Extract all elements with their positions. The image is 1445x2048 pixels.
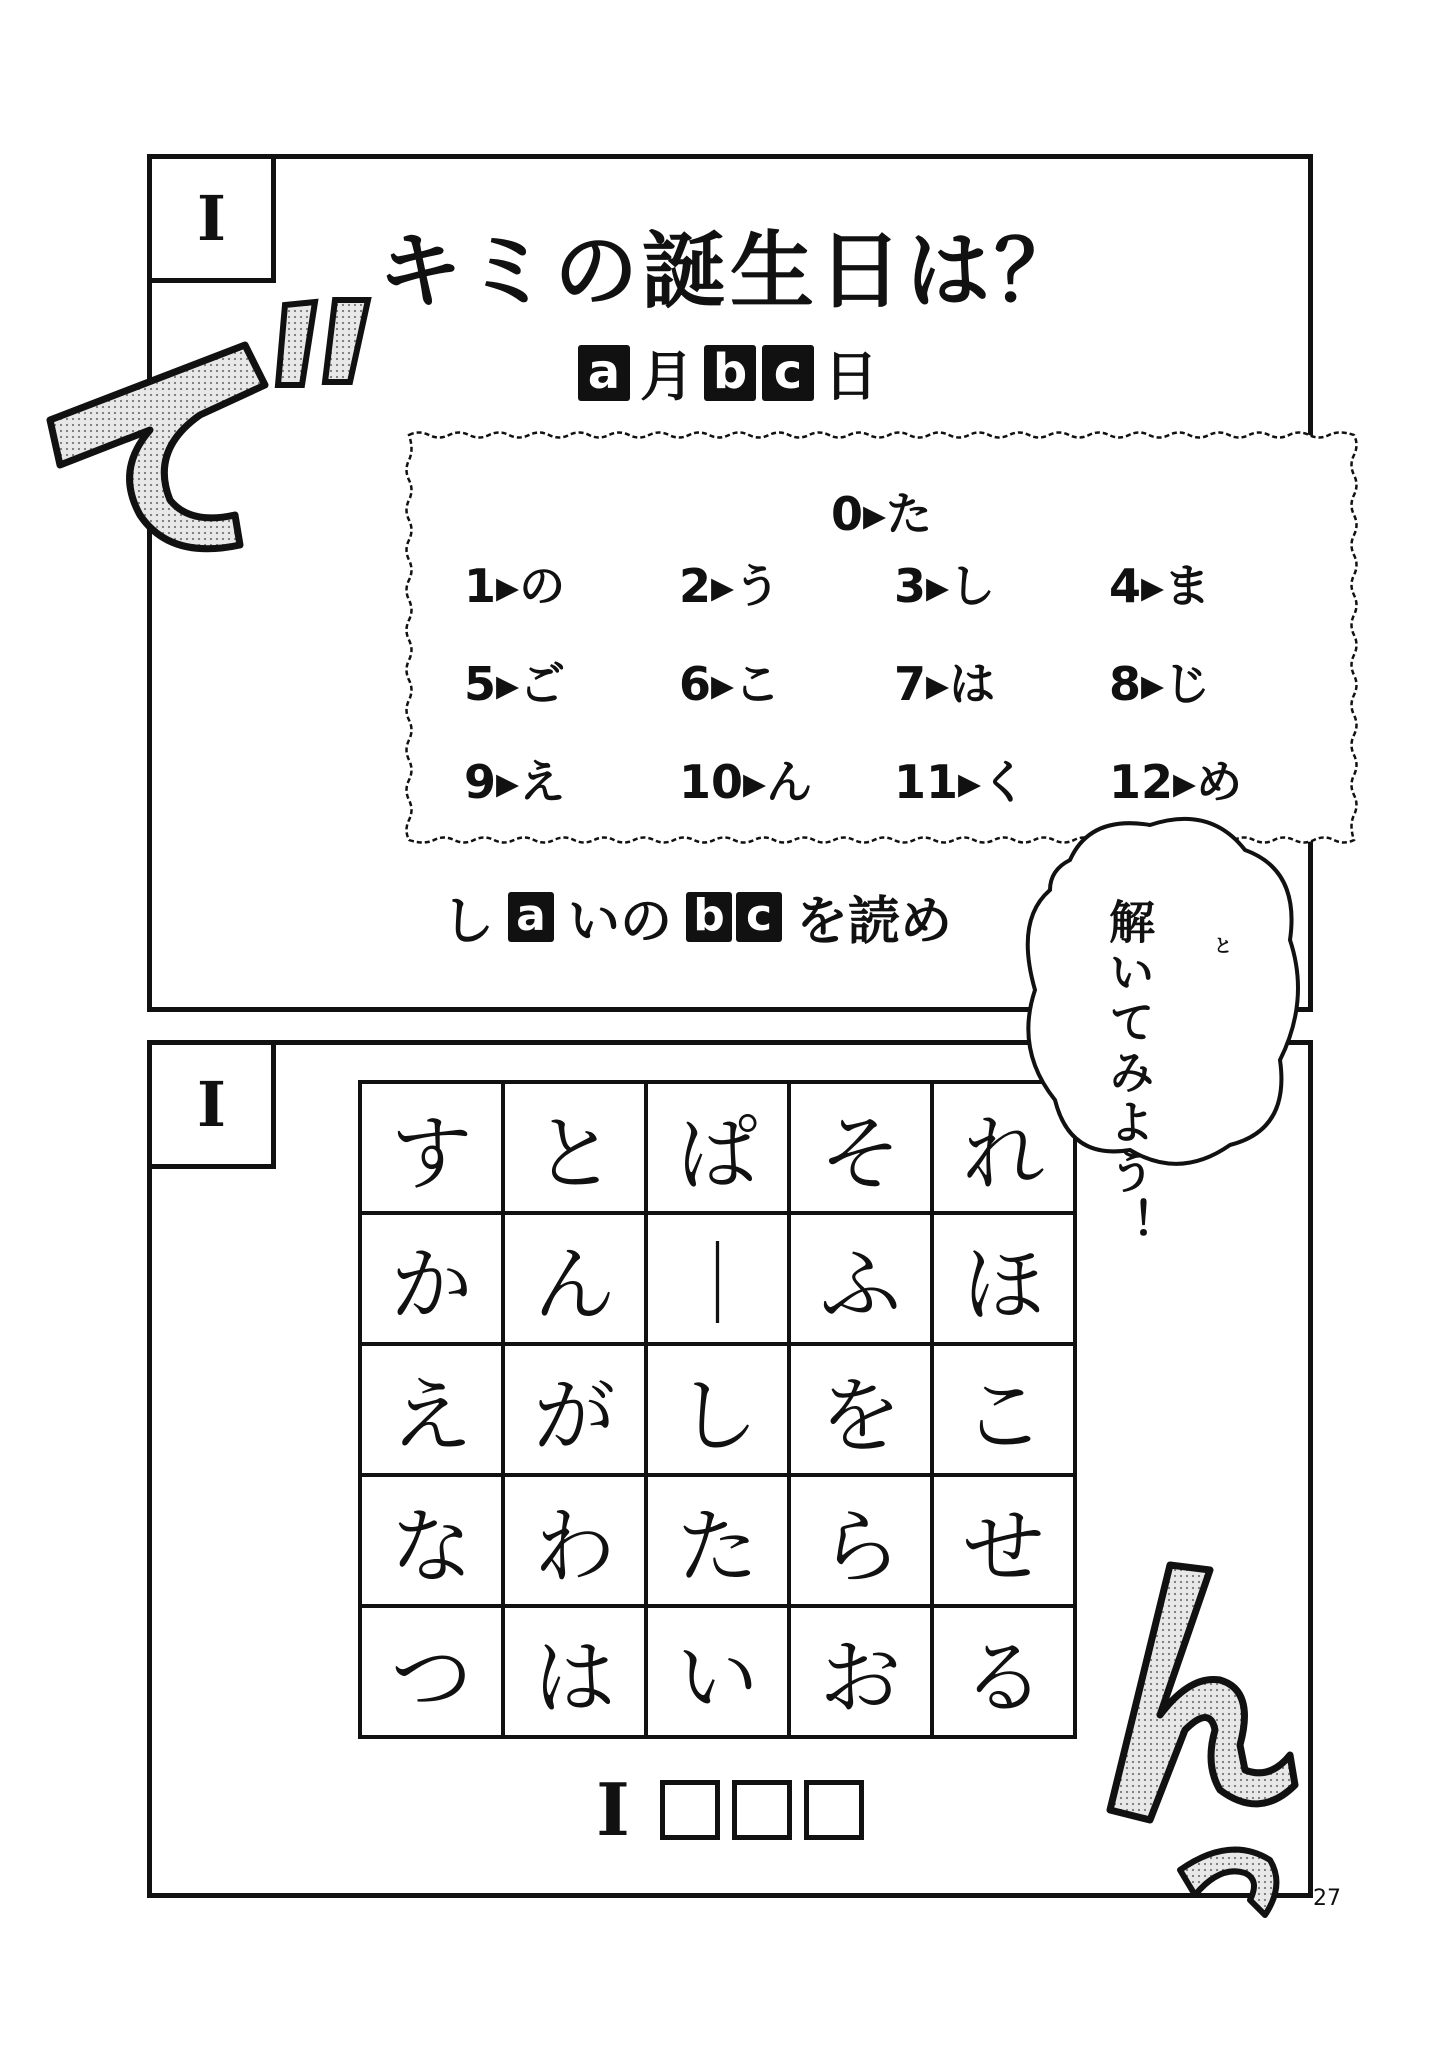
- grid-cell: ｜: [646, 1213, 789, 1344]
- key-entry-zero: 0▸た: [830, 487, 933, 541]
- grid-cell: か: [360, 1213, 503, 1344]
- instruction-suffix: を読め: [796, 892, 953, 952]
- key-entry: 7▸は: [894, 657, 996, 711]
- key-entry: 6▸こ: [679, 657, 781, 711]
- key-entry: 10▸ん: [679, 755, 813, 809]
- key-entries: [464, 550, 1324, 812]
- grid-cell: な: [360, 1475, 503, 1606]
- grid-cell: ほ: [932, 1213, 1075, 1344]
- key-entry: 1▸の: [464, 559, 566, 613]
- answer-label: I: [596, 1767, 630, 1852]
- key-entry: 3▸し: [894, 559, 996, 613]
- key-entry: 9▸え: [464, 755, 566, 809]
- instruction-prefix: し: [442, 892, 495, 952]
- key-entry: 2▸う: [679, 559, 781, 613]
- instruction-a: a: [508, 892, 554, 942]
- grid-row: [360, 1344, 1075, 1475]
- grid-cell: こ: [932, 1344, 1075, 1475]
- grid-row: [360, 1082, 1075, 1213]
- grid-cell: と: [503, 1082, 646, 1213]
- grid-cell: が: [503, 1344, 646, 1475]
- grid-cell: せ: [932, 1475, 1075, 1606]
- key-entry: 11▸く: [894, 755, 1028, 809]
- instruction-b: b: [686, 892, 732, 942]
- formula-day: 日: [824, 345, 878, 408]
- grid-cell: た: [646, 1475, 789, 1606]
- grid-row: [360, 1606, 1075, 1737]
- grid-cell: る: [932, 1606, 1075, 1737]
- instruction-middle: いの: [568, 892, 673, 952]
- instruction-c: c: [736, 892, 782, 942]
- grid-cell: れ: [932, 1082, 1075, 1213]
- grid-cell: ら: [789, 1475, 932, 1606]
- grid-cell: お: [789, 1606, 932, 1737]
- answer-blank-3: [804, 1780, 864, 1840]
- grid-cell: は: [503, 1606, 646, 1737]
- key-entry: 4▸ま: [1109, 559, 1211, 613]
- grid-cell: ん: [503, 1213, 646, 1344]
- grid-cell: そ: [789, 1082, 932, 1213]
- formula-a: a: [578, 345, 630, 401]
- hiragana-grid: [358, 1080, 1077, 1739]
- key-entry: 8▸じ: [1109, 657, 1211, 711]
- puzzle-instruction: [442, 879, 952, 954]
- grid-cell: ぱ: [646, 1082, 789, 1213]
- key-entry: 12▸め: [1109, 755, 1243, 809]
- grid-cell: し: [646, 1344, 789, 1475]
- speech-bubble: [1010, 800, 1310, 1180]
- grid-cell: を: [789, 1344, 932, 1475]
- speech-bubble-text: 解いてみよう！: [1102, 898, 1156, 1248]
- panel-number: I: [196, 1068, 226, 1141]
- grid-cell: す: [360, 1082, 503, 1213]
- number-key-box: [404, 430, 1359, 845]
- grid-cell: い: [646, 1606, 789, 1737]
- answer-blank-1: [660, 1780, 720, 1840]
- sfx-n: [1070, 1555, 1310, 1935]
- grid-cell: わ: [503, 1475, 646, 1606]
- formula-c: c: [762, 345, 814, 401]
- key-entry: 5▸ご: [464, 657, 566, 711]
- speech-bubble-furigana: と: [1214, 936, 1232, 957]
- grid-row: [360, 1213, 1075, 1344]
- panel-number: I: [196, 182, 226, 255]
- formula-month: 月: [640, 345, 694, 408]
- grid-cell: ふ: [789, 1213, 932, 1344]
- sfx-de: [40, 290, 380, 560]
- answer-blank-2: [732, 1780, 792, 1840]
- page-number: 27: [1313, 1886, 1341, 1911]
- grid-row: [360, 1475, 1075, 1606]
- grid-cell: え: [360, 1344, 503, 1475]
- formula-b: b: [704, 345, 756, 401]
- grid-cell: つ: [360, 1606, 503, 1737]
- panel-number-box: [147, 1040, 276, 1169]
- instruction-bc: [686, 889, 782, 942]
- puzzle-title: キミの誕生日は？: [377, 222, 1082, 320]
